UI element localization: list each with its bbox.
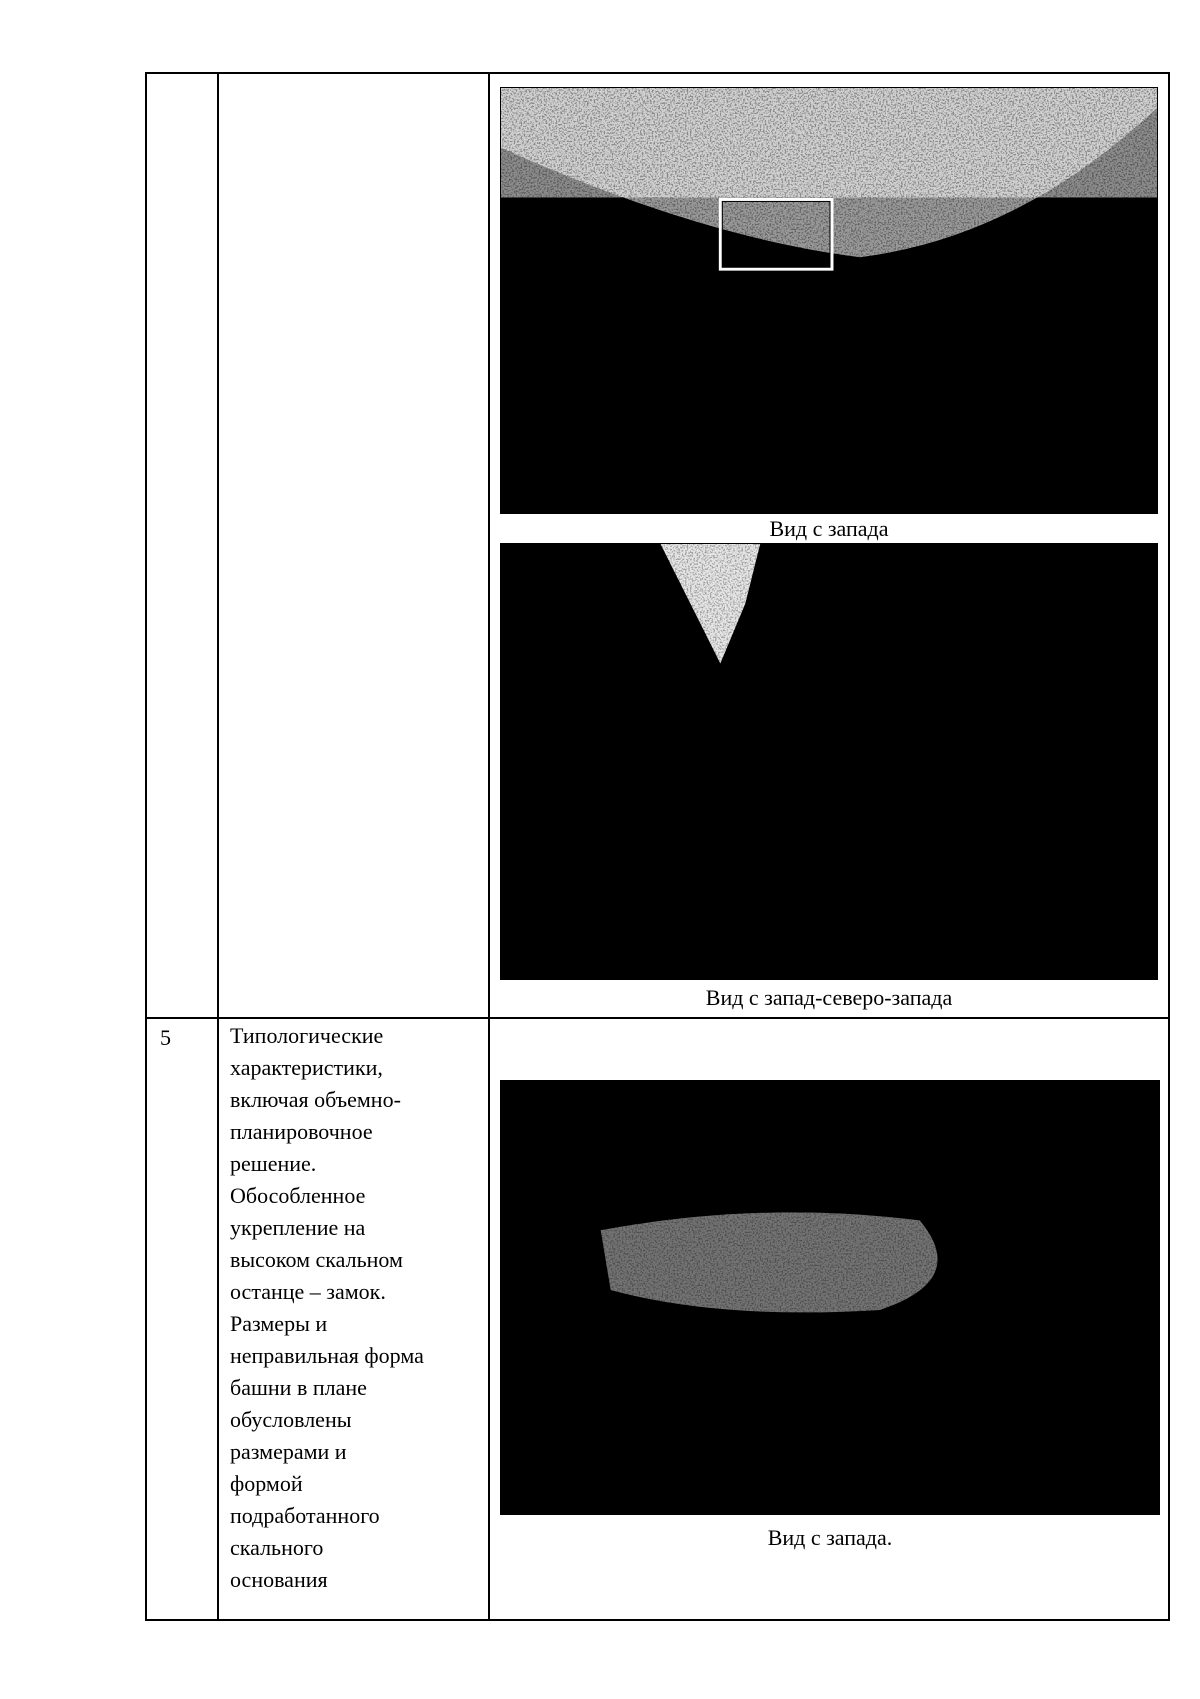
column-divider-2: [488, 74, 490, 1619]
description-line: включая объемно-: [230, 1087, 401, 1112]
description-line: решение.: [230, 1151, 317, 1176]
photo-caption-wnw: Вид с запад-северо-запада: [705, 985, 953, 1010]
description-line: формой: [230, 1471, 303, 1496]
rock-photo-west: [500, 87, 1158, 514]
description-line: высоком скальном: [230, 1247, 403, 1272]
description-line: характеристики,: [230, 1055, 383, 1080]
photo-caption-west-2: Вид с запада.: [767, 1525, 893, 1550]
column-divider-1: [217, 74, 219, 1619]
description-line: основания: [230, 1567, 328, 1592]
row-number: 5: [160, 1025, 171, 1050]
description-line: размерами и: [230, 1439, 347, 1464]
description-line: укрепление на: [230, 1215, 366, 1240]
photo-caption-west: Вид с запада: [769, 516, 889, 541]
description-line: Обособленное: [230, 1183, 366, 1208]
description-line: Размеры и: [230, 1311, 328, 1336]
row-description: [230, 1020, 424, 1596]
description-line: обусловлены: [230, 1407, 352, 1432]
rock-photo-west-2: [500, 1080, 1160, 1515]
description-line: планировочное: [230, 1119, 373, 1144]
description-line: скального: [230, 1535, 324, 1560]
description-line: неправильная форма: [230, 1343, 424, 1368]
description-line: останце – замок.: [230, 1279, 386, 1304]
description-line: Типологические: [230, 1023, 384, 1048]
description-line: башни в плане: [230, 1375, 367, 1400]
row-divider: [147, 1017, 1168, 1019]
description-line: подработанного: [230, 1503, 380, 1528]
rock-photo-wnw: [500, 543, 1158, 980]
